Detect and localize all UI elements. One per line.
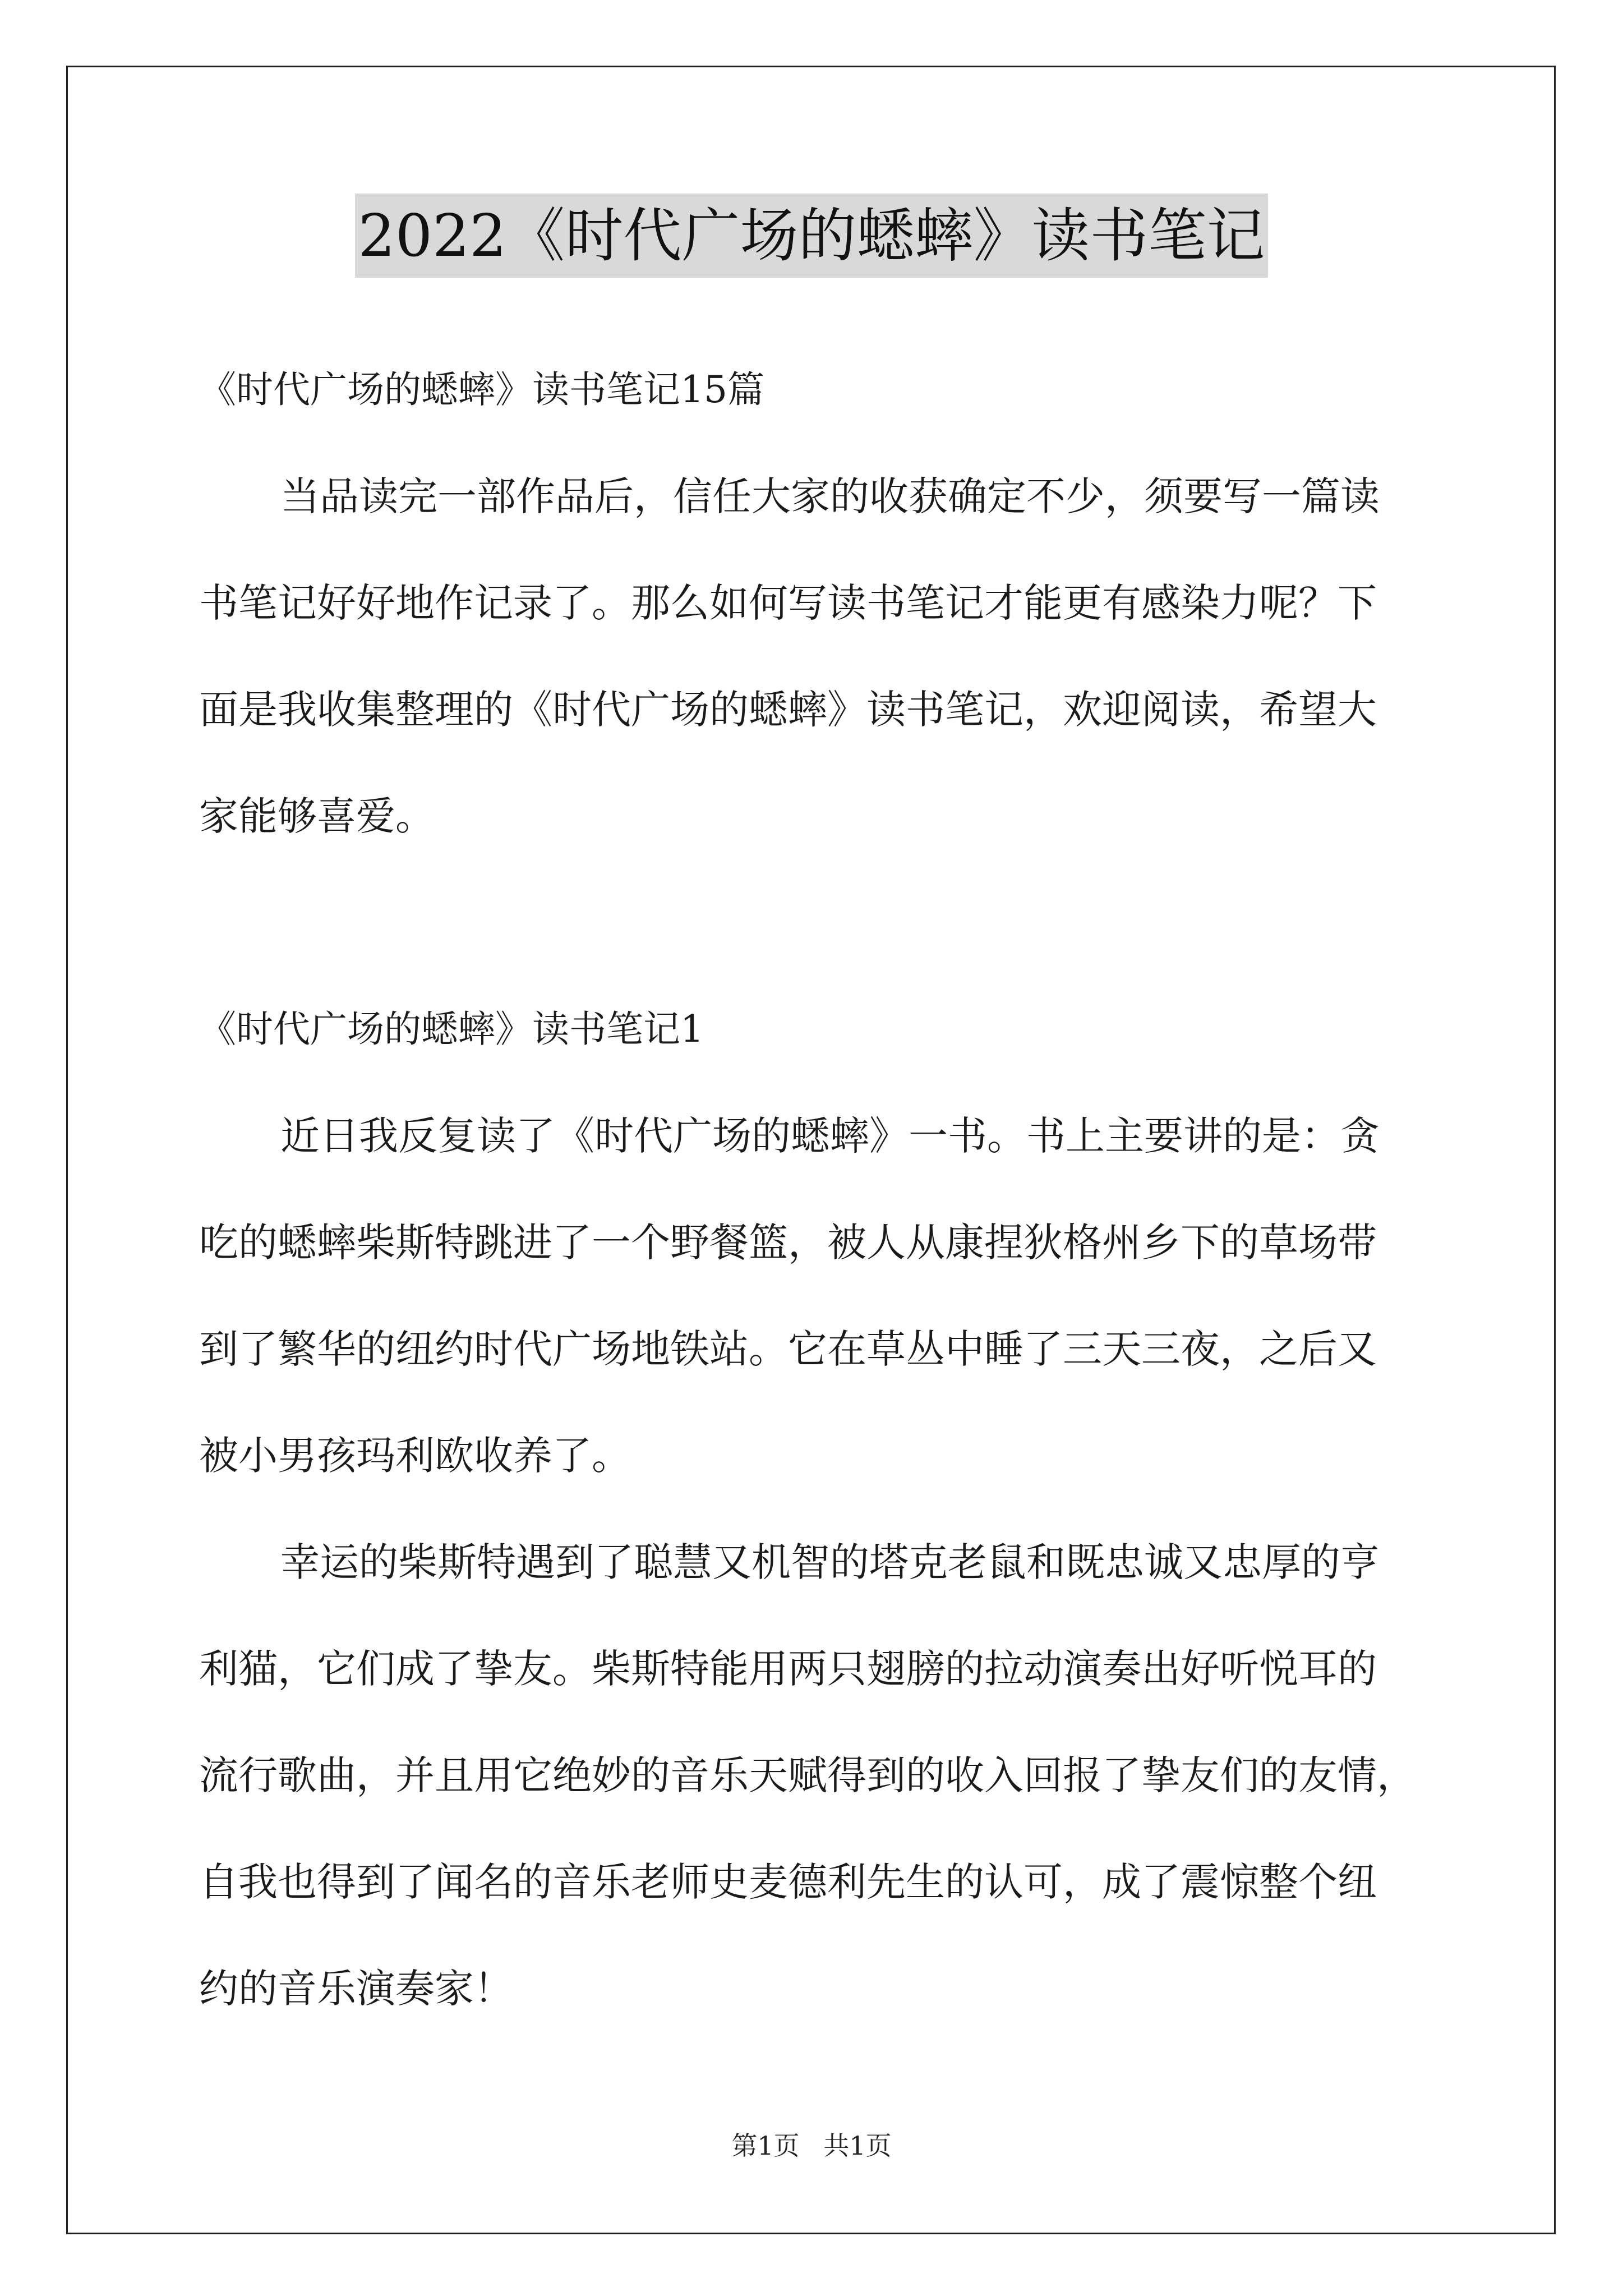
paragraph1-line: 近日我反复读了《时代广场的蟋蟀》一书。书上主要讲的是：贪 xyxy=(280,1113,1380,1159)
page-number-current: 第1页 xyxy=(731,2131,800,2161)
paragraph2-line: 自我也得到了闻名的音乐老师史麦德利先生的认可，成了震惊整个纽 xyxy=(199,1859,1377,1905)
intro-line: 面是我收集整理的《时代广场的蟋蟀》读书笔记，欢迎阅读，希望大 xyxy=(199,687,1377,733)
paragraph1-line: 被小男孩玛利欧收养了。 xyxy=(199,1433,631,1479)
document-subtitle: 《时代广场的蟋蟀》读书笔记15篇 xyxy=(199,368,764,411)
paragraph2-line: 幸运的柴斯特遇到了聪慧又机智的塔克老鼠和既忠诚又忠厚的亨 xyxy=(280,1539,1380,1585)
paragraph2-line: 利猫，它们成了挚友。柴斯特能用两只翅膀的拉动演奏出好听悦耳的 xyxy=(199,1646,1377,1692)
section-spacer xyxy=(199,869,1433,976)
title-container xyxy=(0,194,1623,278)
paragraph1-line: 吃的蟋蟀柴斯特跳进了一个野餐篮，被人从康捏狄格州乡下的草场带 xyxy=(199,1220,1377,1266)
paragraph1-line: 到了繁华的纽约时代广场地铁站。它在草丛中睡了三天三夜，之后又 xyxy=(199,1326,1377,1372)
document-body xyxy=(199,337,1433,2042)
paragraph2-line: 流行歌曲，并且用它绝妙的音乐天赋得到的收入回报了挚友们的友情， xyxy=(199,1752,1416,1798)
intro-line: 书笔记好好地作记录了。那么如何写读书笔记才能更有感染力呢？下 xyxy=(199,580,1377,626)
section-heading: 《时代广场的蟋蟀》读书笔记1 xyxy=(199,1007,704,1051)
page-footer xyxy=(0,2129,1623,2162)
page-number-total: 共1页 xyxy=(823,2131,892,2161)
document-title: 2022《时代广场的蟋蟀》读书笔记 xyxy=(355,194,1269,278)
intro-line: 家能够喜爱。 xyxy=(199,793,435,839)
intro-line: 当品读完一部作品后，信任大家的收获确定不少，须要写一篇读 xyxy=(280,473,1380,519)
paragraph2-line: 约的音乐演奏家！ xyxy=(199,1966,513,2012)
